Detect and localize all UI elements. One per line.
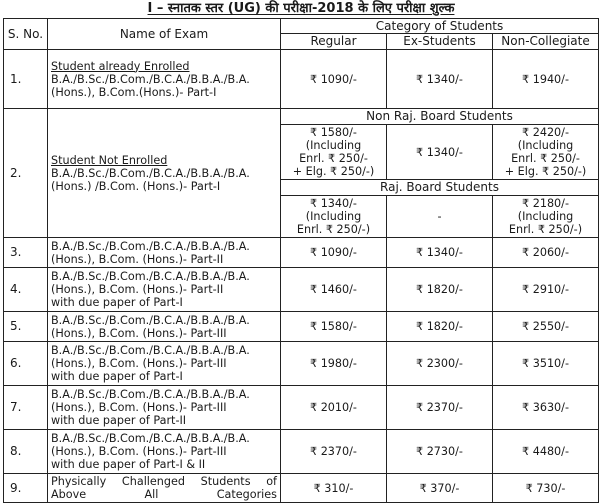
header-sno: S. No. bbox=[4, 19, 48, 50]
table-row bbox=[4, 342, 599, 386]
fee-ex-students: ₹ 2300/- bbox=[387, 342, 493, 386]
table-row bbox=[4, 238, 599, 268]
fee-non-collegiate: ₹ 1940/- bbox=[493, 50, 599, 109]
fee-ex-students: ₹ 1820/- bbox=[387, 312, 493, 342]
exam-name: B.A./B.Sc./B.Com./B.C.A./B.B.A./B.A. (Hons.), B.Com. (Hons.)- Part-II bbox=[48, 238, 281, 268]
exam-text: B.A./B.Sc./B.Com./B.C.A./B.B.A./B.A. (Hons.) /B.Com. (Hons.)- Part-I bbox=[51, 166, 250, 193]
row-number: 4. bbox=[4, 268, 48, 312]
header-regular: Regular bbox=[281, 34, 387, 50]
fee-ex-students: ₹ 2370/- bbox=[387, 386, 493, 430]
exam-name: B.A./B.Sc./B.Com./B.C.A./B.B.A./B.A. (Hons.), B.Com. (Hons.)- Part-III with due paper of Part-I & II bbox=[48, 430, 281, 474]
exam-lead: Student Not Enrolled bbox=[51, 153, 168, 167]
exam-name: B.A./B.Sc./B.Com./B.C.A./B.B.A./B.A. (Hons.), B.Com. (Hons.)- Part-III with due paper of Part-I bbox=[48, 342, 281, 386]
fee-regular: ₹ 1090/- bbox=[281, 50, 387, 109]
exam-name bbox=[48, 109, 281, 238]
header-non-collegiate: Non-Collegiate bbox=[493, 34, 599, 50]
exam-text: B.A./B.Sc./B.Com./B.C.A./B.B.A./B.A. (Hons.), B.Com.(Hons.)- Part-I bbox=[51, 72, 250, 99]
exam-name: B.A./B.Sc./B.Com./B.C.A./B.B.A./B.A. (Hons.), B.Com. (Hons.)- Part-III bbox=[48, 312, 281, 342]
fee-non-collegiate: ₹ 4480/- bbox=[493, 430, 599, 474]
fee-ex-students: ₹ 1340/- bbox=[387, 125, 493, 180]
table-row bbox=[4, 386, 599, 430]
fee-non-collegiate: ₹ 3510/- bbox=[493, 342, 599, 386]
fee-non-collegiate: ₹ 2910/- bbox=[493, 268, 599, 312]
fee-regular: ₹ 2010/- bbox=[281, 386, 387, 430]
fee-ex-students: ₹ 370/- bbox=[387, 474, 493, 503]
row-number: 6. bbox=[4, 342, 48, 386]
row-number: 9. bbox=[4, 474, 48, 503]
exam-name: Physically Challenged Students of Above All Categories bbox=[48, 474, 281, 503]
fee-regular: ₹ 310/- bbox=[281, 474, 387, 503]
table-row bbox=[4, 474, 599, 503]
fee-non-collegiate: ₹ 3630/- bbox=[493, 386, 599, 430]
row-number: 8. bbox=[4, 430, 48, 474]
fee-non-collegiate: ₹ 2060/- bbox=[493, 238, 599, 268]
fee-ex-students: ₹ 1340/- bbox=[387, 238, 493, 268]
fee-ex-students: ₹ 2730/- bbox=[387, 430, 493, 474]
fee-regular: ₹ 1580/- (Including Enrl. ₹ 250/- + Elg. ₹ 250/-) bbox=[281, 125, 387, 180]
fee-ex-students: - bbox=[387, 196, 493, 238]
fee-non-collegiate: ₹ 2420/- (Including Enrl. ₹ 250/- + Elg. ₹ 250/-) bbox=[493, 125, 599, 180]
fee-non-collegiate: ₹ 730/- bbox=[493, 474, 599, 503]
table-row bbox=[4, 268, 599, 312]
exam-lead: Student already Enrolled bbox=[51, 59, 190, 73]
exam-name: B.A./B.Sc./B.Com./B.C.A./B.B.A./B.A. (Hons.), B.Com. (Hons.)- Part-III with due paper of Part-II bbox=[48, 386, 281, 430]
exam-name: B.A./B.Sc./B.Com./B.C.A./B.B.A./B.A. (Hons.), B.Com. (Hons.)- Part-II with due paper of Part-I bbox=[48, 268, 281, 312]
row-number: 2. bbox=[4, 109, 48, 238]
fee-non-collegiate: ₹ 2180/- (Including Enrl. ₹ 250/-) bbox=[493, 196, 599, 238]
non-raj-board-label: Non Raj. Board Students bbox=[281, 109, 599, 125]
fee-regular: ₹ 2370/- bbox=[281, 430, 387, 474]
row-number: 5. bbox=[4, 312, 48, 342]
fee-regular: ₹ 1340/- (Including Enrl. ₹ 250/-) bbox=[281, 196, 387, 238]
fee-ex-students: ₹ 1820/- bbox=[387, 268, 493, 312]
row-number: 7. bbox=[4, 386, 48, 430]
fee-regular: ₹ 1980/- bbox=[281, 342, 387, 386]
header-category: Category of Students bbox=[281, 19, 599, 34]
table-row bbox=[4, 312, 599, 342]
page-title: I – स्नातक स्तर (UG) की परीक्षा-2018 के लिए परीक्षा शुल्क bbox=[147, 1, 455, 16]
table-row bbox=[4, 430, 599, 474]
fee-regular: ₹ 1460/- bbox=[281, 268, 387, 312]
fee-ex-students: ₹ 1340/- bbox=[387, 50, 493, 109]
fee-regular: ₹ 1090/- bbox=[281, 238, 387, 268]
fee-table bbox=[3, 18, 599, 503]
row-number: 3. bbox=[4, 238, 48, 268]
raj-board-label: Raj. Board Students bbox=[281, 180, 599, 196]
header-ex-students: Ex-Students bbox=[387, 34, 493, 50]
table-row bbox=[4, 50, 599, 109]
header-exam: Name of Exam bbox=[48, 19, 281, 50]
fee-non-collegiate: ₹ 2550/- bbox=[493, 312, 599, 342]
row-number: 1. bbox=[4, 50, 48, 109]
fee-regular: ₹ 1580/- bbox=[281, 312, 387, 342]
exam-name bbox=[48, 50, 281, 109]
